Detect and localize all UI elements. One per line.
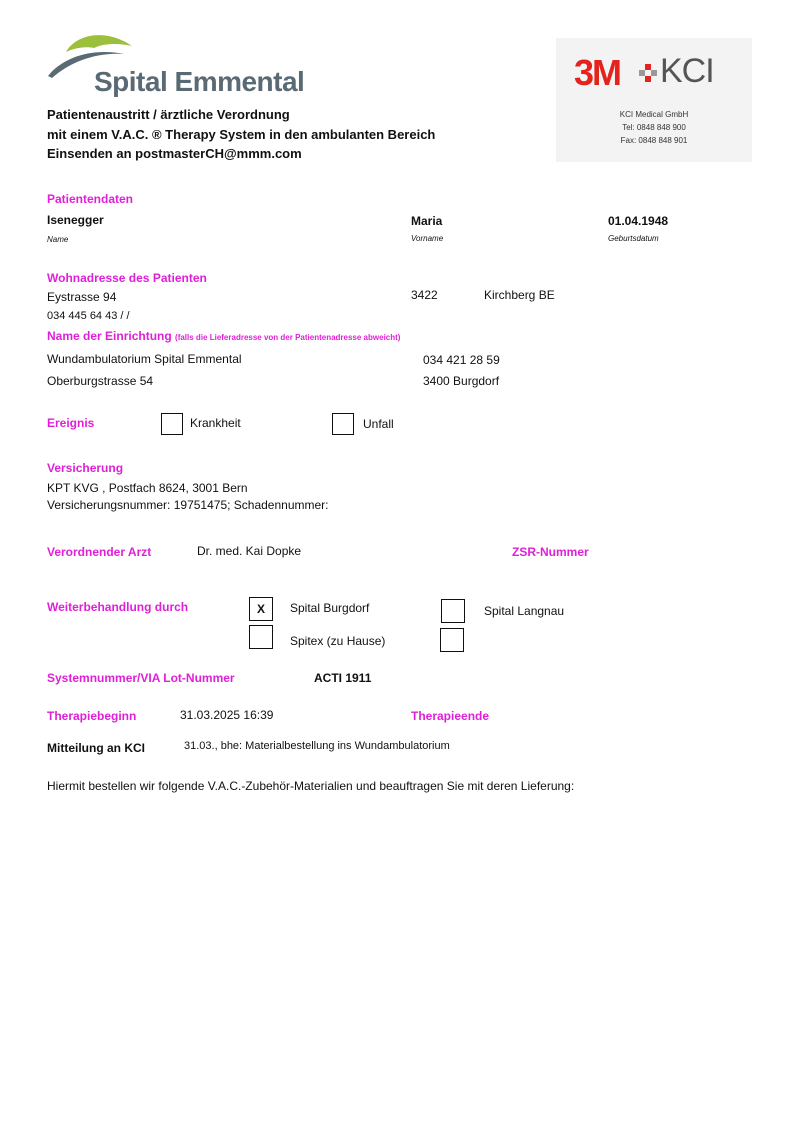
- brand-3m: 3M: [574, 52, 621, 93]
- institution-heading-text: Name der Einrichtung: [47, 329, 172, 343]
- followup-langnau-checkbox[interactable]: [441, 599, 465, 623]
- form-title: [47, 105, 435, 164]
- partner-company: KCI Medical GmbH: [619, 110, 689, 119]
- brand-kci: KCI: [660, 52, 714, 90]
- address-heading: Wohnadresse des Patienten: [47, 271, 207, 285]
- followup-other-checkbox[interactable]: [440, 628, 464, 652]
- plus-cross-icon: [639, 64, 657, 82]
- address-phone: 034 445 64 43 / /: [47, 310, 130, 322]
- institution-name: Wundambulatorium Spital Emmental: [47, 352, 242, 366]
- followup-burgdorf-checkbox[interactable]: X: [249, 597, 273, 621]
- system-heading: Systemnummer/VIA Lot-Nummer: [47, 671, 235, 685]
- followup-heading: Weiterbehandlung durch: [47, 600, 189, 614]
- followup-burgdorf-label: Spital Burgdorf: [290, 601, 370, 615]
- partner-fax: Fax: 0848 848 901: [620, 136, 688, 145]
- partner-logo-panel: [556, 38, 752, 162]
- event-accident-checkbox[interactable]: [332, 413, 354, 435]
- partner-tel: Tel: 0848 848 900: [622, 123, 686, 132]
- title-line-3: Einsenden an postmasterCH@mmm.com: [47, 146, 302, 161]
- caption-name: Name: [47, 235, 69, 244]
- followup-spitex-checkbox[interactable]: [249, 625, 273, 649]
- logo-wordmark: Spital Emmental: [94, 66, 305, 97]
- therapy-start-heading: Therapiebeginn: [47, 709, 137, 723]
- order-text: Hiermit bestellen wir folgende V.A.C.-Zubehör-Materialien und beauftragen Sie mit deren Lieferung:: [47, 779, 575, 793]
- patient-heading: Patientendaten: [47, 192, 134, 206]
- followup-langnau-label: Spital Langnau: [484, 604, 565, 618]
- doctor-heading: Verordnender Arzt: [47, 545, 152, 559]
- institution-street: Oberburgstrasse 54: [47, 374, 154, 388]
- insurance-heading: Versicherung: [47, 461, 124, 475]
- message-heading: Mitteilung an KCI: [47, 741, 145, 755]
- event-illness-checkbox[interactable]: [161, 413, 183, 435]
- address-city: Kirchberg BE: [484, 288, 555, 302]
- patient-first-name: Maria: [411, 214, 443, 228]
- institution-phone: 034 421 28 59: [423, 353, 500, 367]
- institution-heading: [47, 329, 400, 343]
- event-accident-label: Unfall: [363, 417, 394, 431]
- event-illness-label: Krankheit: [190, 416, 241, 430]
- caption-birth-date: Geburtsdatum: [608, 234, 659, 243]
- followup-spitex-label: Spitex (zu Hause): [290, 634, 386, 648]
- insurance-line-1: KPT KVG , Postfach 8624, 3001 Bern: [47, 481, 248, 495]
- insurance-line-2: Versicherungsnummer: 19751475; Schadennummer:: [47, 498, 329, 512]
- patient-birth-date: 01.04.1948: [608, 214, 669, 228]
- address-street: Eystrasse 94: [47, 290, 117, 304]
- address-zip: 3422: [411, 288, 438, 302]
- title-line-2: mit einem V.A.C. ® Therapy System in den ambulanten Bereich: [47, 126, 436, 142]
- caption-first-name: Vorname: [411, 234, 444, 243]
- therapy-end-heading: Therapieende: [411, 709, 490, 723]
- system-value: ACTI 1911: [314, 671, 372, 685]
- doctor-name: Dr. med. Kai Dopke: [197, 544, 302, 558]
- institution-heading-note: (falls die Lieferadresse von der Patientenadresse abweicht): [175, 333, 401, 342]
- title-line-1: Patientenaustritt / ärztliche Verordnung: [47, 107, 290, 122]
- event-heading: Ereignis: [47, 416, 95, 430]
- message-value: 31.03., bhe: Materialbestellung ins Wundambulatorium: [184, 740, 450, 752]
- patient-last-name: Isenegger: [47, 213, 104, 227]
- institution-zip-city: 3400 Burgdorf: [423, 374, 500, 388]
- zsr-heading: ZSR-Nummer: [512, 545, 589, 559]
- therapy-start-value: 31.03.2025 16:39: [180, 708, 274, 722]
